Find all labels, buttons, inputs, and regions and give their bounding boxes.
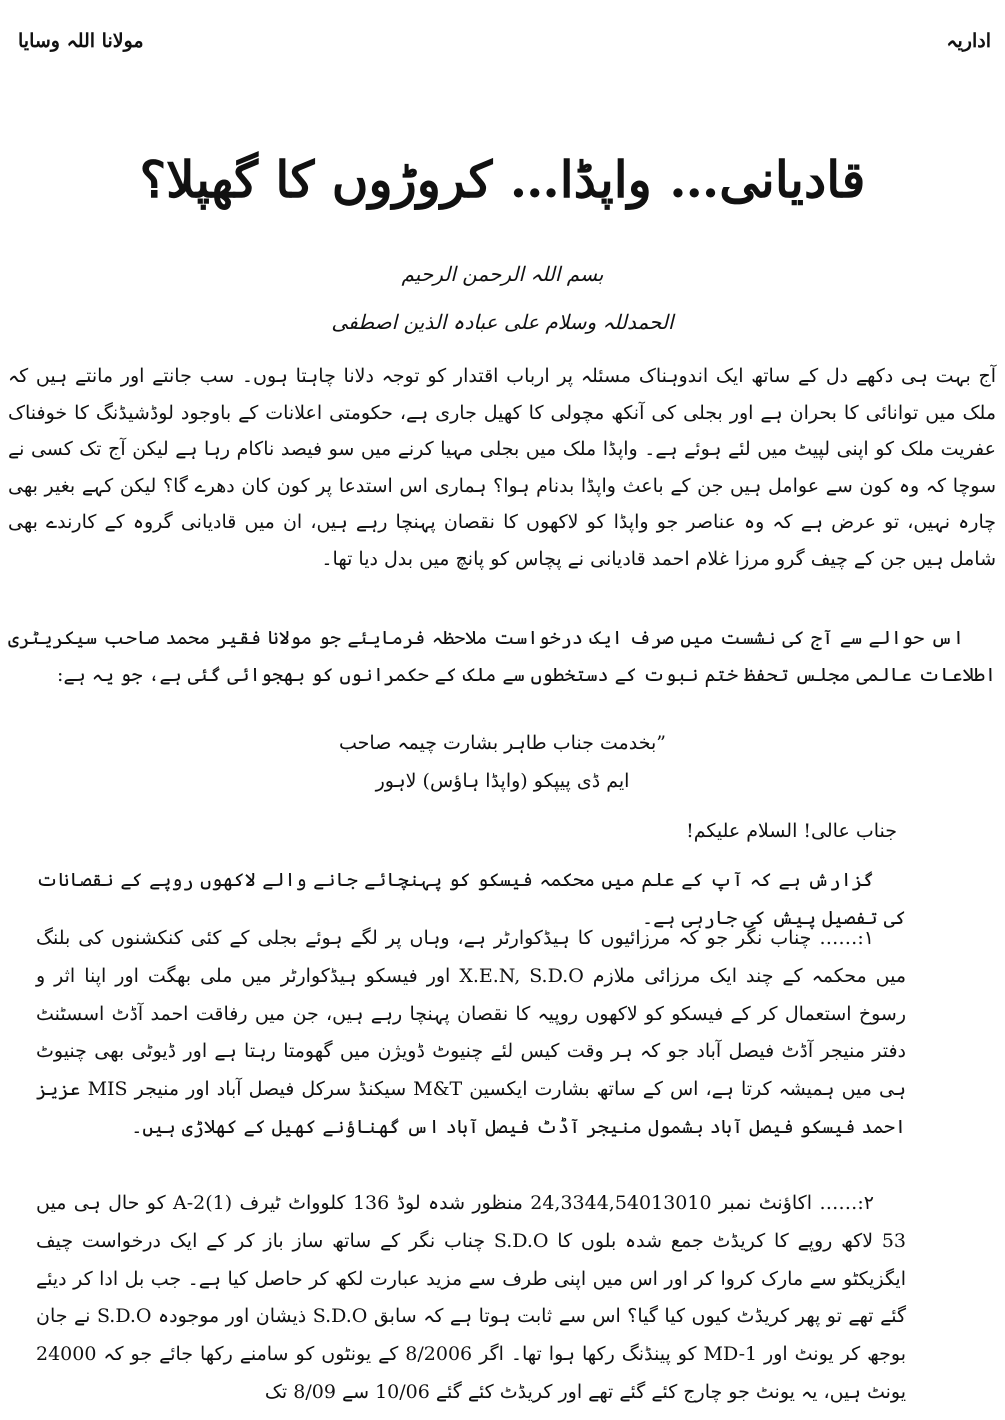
letter-paragraph-1: گزارش ہے کہ آپ کے علم میں محکمہ فیسکو کو پہنچائے جانے والے لاکھوں روپے کے نقصانات کی تفصیل پیش کی جارہی ہے۔ xyxy=(36,869,906,929)
bismillah-line: بسم اللہ الرحمن الرحیم xyxy=(401,262,604,286)
letter-salutation: جناب عالی! السلام علیکم! xyxy=(686,820,897,842)
letter-paragraph-3: ۲:…… اکاؤنٹ نمبر 24,3344,54013010 منظور شدہ لوڈ 136 کلوواٹ ٹیرف A-2(1) کو حال ہی میں 53 لاکھ روپے کا کریڈٹ جمع شدہ بلوں کا S.D.O چناب نگر کے ساتھ ساز باز کر کے ایک درخواست چیف ایگزیکٹو سے مارک کروا کر اور اس میں اپنی طرف سے مزید عبارت لکھ کر حاصل کیا ہے۔ جب بل ادا کر دیئے گئے تھے تو پھر کریڈٹ کیوں کیا گیا؟ اس سے ثابت ہوتا ہے کہ سابق S.D.O ذیشان اور موجودہ S.D.O نے جان بوجھ کر یونٹ اور MD-1 کو پینڈنگ رکھا ہوا تھا۔ اگر 8/2006 کے یونٹوں کو سامنے رکھا جائے جو کہ 24000 یونٹ ہیں، یہ یونٹ جو چارج کئے گئے تھے اور کریڈٹ کئے گئے 10/06 سے 8/09 تک xyxy=(36,1192,907,1403)
body-paragraph-1: آج بہت ہی دکھے دل کے ساتھ ایک اندوہناک مسئلہ پر ارباب اقتدار کو توجہ دلانا چاہتا ہوں۔ سب جانتے اور مانتے ہیں کہ ملک میں توانائی کا بحران ہے اور بجلی کی آنکھ مچولی کا کھیل جاری ہے، حکومتی اعلانات کے باوجود لوڈشیڈنگ کا خوفناک عفریت ملک کو اپنی لپیٹ میں لئے ہوئے ہے۔ واپڈا ملک میں بجلی مہیا کرنے میں سو فیصد ناکام رہا ہے لیکن آج تک کسی نے سوچا کہ وہ کون سے عوامل ہیں جن کے باعث واپڈا بدنام ہوا؟ ہماری اس استدعا پر کون کان دھرے گا؟ لیکن کہے بغیر بھی چارہ نہیں، تو عرض ہے کہ وہ عناصر جو واپڈا کو لاکھوں کا نقصان پہنچا رہے ہیں، ان میں قادیانی گروہ کے کارندے بھی شامل ہیں جن کے چیف گرو مرزا غلام احمد قادیانی نے پچاس کو پانچ میں بدل دیا تھا۔ xyxy=(8,365,997,570)
address-line-1: ”بخدمت جناب طاہر بشارت چیمہ صاحب xyxy=(339,732,666,754)
letter-paragraph-2: ۱:…… چناب نگر جو کہ مرزائیوں کا ہیڈکوارٹر ہے، وہاں پر لگے ہوئے بجلی کے کئی کنکشنوں کی بلنگ میں محکمہ کے چند ایک مرزائی ملازم X.E.N, S.D.O اور فیسکو ہیڈکوارٹر میں ملی بھگت اور اپنا اثر و رسوخ استعمال کر کے فیسکو کو لاکھوں روپیہ کا نقصان پہنچا رہے ہیں، جن میں رفاقت احمد آڈٹ اسسٹنٹ دفتر منیجر آڈٹ فیصل آباد جو کہ ہر وقت کیس لئے چنیوٹ ڈویژن میں گھومتا رہتا ہے اور ڈیوٹی بھی چنیوٹ ہی میں ہمیشہ کرتا ہے، اس کے ساتھ بشارت ایکسین M&T سیکنڈ سرکل فیصل آباد اور منیجر MIS عزیز احمد فیسکو فیصل آباد بشمول منیجر آڈٹ فیصل آباد اس گھناؤنے کھیل کے کھلاڑی ہیں۔ xyxy=(36,927,907,1138)
address-line-2: ایم ڈی پیپکو (واپڈا ہاؤس) لاہور xyxy=(375,770,630,792)
page-title: قادیانی… واپڈا… کروڑوں کا گھپلا؟ xyxy=(139,150,866,209)
body-paragraph-2: اس حوالے سے آج کی نشست میں صرف ایک درخواست ملاحظہ فرمایئے جو مولانا فقیر محمد صاحب سیکریٹری اطلاعات عالمی مجلس تحفظ ختم نبوت کے دستخطوں سے ملک کے حکمرانوں کو بھجوائی گئی ہے، جو یہ ہے: xyxy=(8,627,996,686)
section-label: اداریہ xyxy=(946,30,991,52)
hamd-line: الحمدللہ وسلام علی عبادہ الذین اصطفی xyxy=(331,310,674,334)
author-name: مولانا اللہ وسایا xyxy=(18,30,144,52)
